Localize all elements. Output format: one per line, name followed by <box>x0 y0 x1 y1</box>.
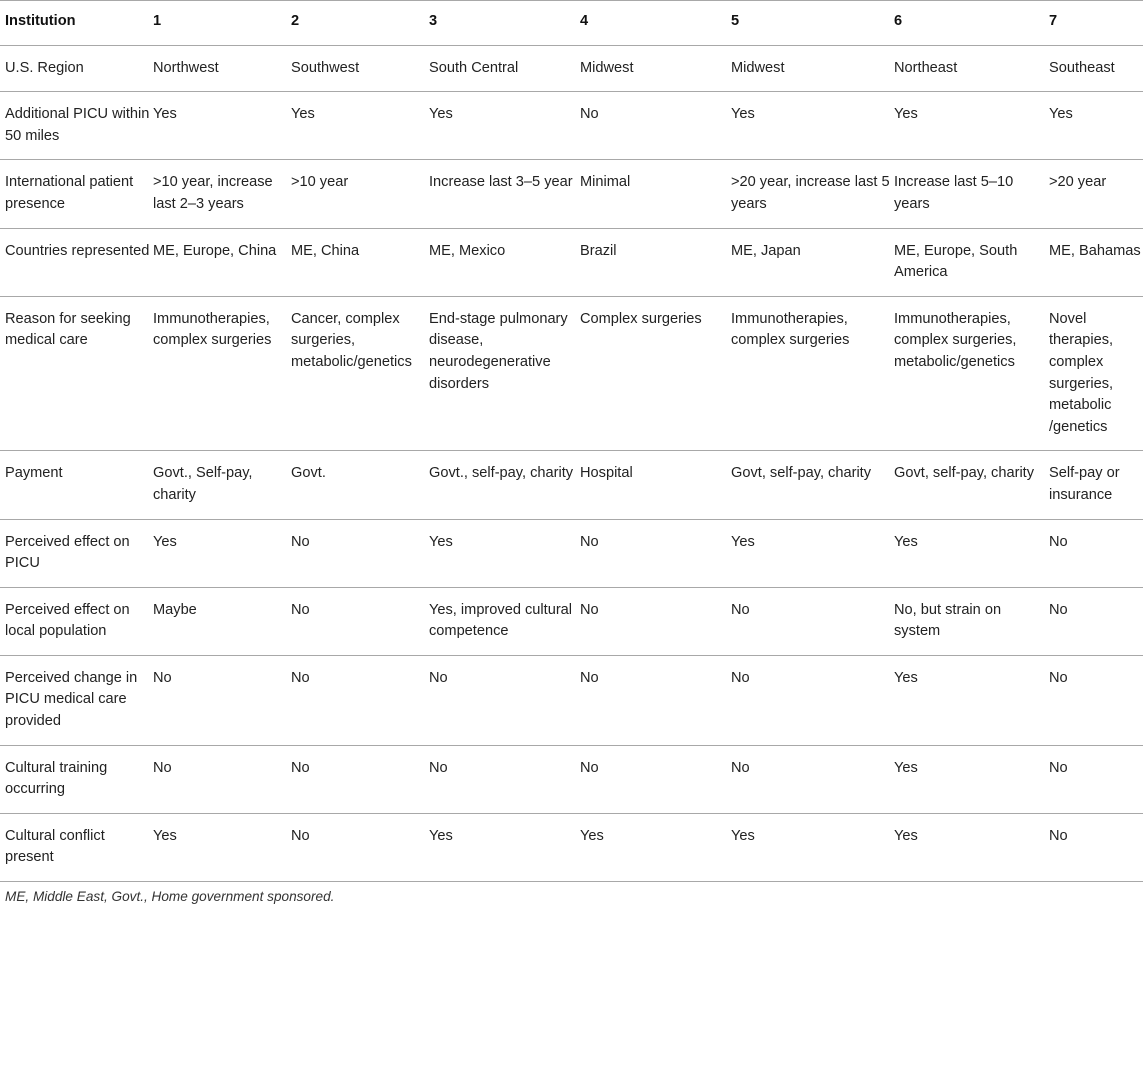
table-cell: Govt, self-pay, charity <box>894 451 1049 519</box>
table-cell: Govt., Self-pay, charity <box>153 451 291 519</box>
table-cell: End-stage pulmonary disease, neurodegenerative disorders <box>429 296 580 451</box>
table-cell: Yes <box>153 519 291 587</box>
table-cell: Govt. <box>291 451 429 519</box>
row-label: U.S. Region <box>0 45 153 92</box>
table-cell: Midwest <box>731 45 894 92</box>
table-cell: >20 year, increase last 5 years <box>731 160 894 228</box>
table-cell: Self-pay or insurance <box>1049 451 1143 519</box>
table-cell: Yes <box>291 92 429 160</box>
table-cell: Yes <box>894 813 1049 881</box>
table-cell: Complex surgeries <box>580 296 731 451</box>
table-cell: Govt., self-pay, charity <box>429 451 580 519</box>
table-cell: No <box>1049 519 1143 587</box>
table-cell: Yes <box>580 813 731 881</box>
table-row <box>0 519 1143 587</box>
table-cell: Immunotherapies, complex surgeries <box>153 296 291 451</box>
header-institution-5: 5 <box>731 1 894 46</box>
table-cell: Northwest <box>153 45 291 92</box>
header-institution-6: 6 <box>894 1 1049 46</box>
table-cell: Yes <box>894 519 1049 587</box>
table-cell: No <box>731 587 894 655</box>
table-row <box>0 92 1143 160</box>
table-cell: >10 year, increase last 2–3 years <box>153 160 291 228</box>
table-cell: ME, Japan <box>731 228 894 296</box>
table-cell: Immunotherapies, complex surgeries, metabolic/genetics <box>894 296 1049 451</box>
row-label: Countries represented <box>0 228 153 296</box>
table-cell: Yes <box>731 519 894 587</box>
table-cell: Brazil <box>580 228 731 296</box>
row-label: Cultural training occurring <box>0 745 153 813</box>
table-row <box>0 45 1143 92</box>
table-cell: Yes <box>1049 92 1143 160</box>
table-cell: No <box>580 587 731 655</box>
table-cell: Minimal <box>580 160 731 228</box>
table-cell: No, but strain on system <box>894 587 1049 655</box>
table-cell: Yes <box>429 813 580 881</box>
table-cell: No <box>429 655 580 745</box>
table-cell: ME, Bahamas <box>1049 228 1143 296</box>
row-label: Additional PICU within 50 miles <box>0 92 153 160</box>
table-cell: Maybe <box>153 587 291 655</box>
row-label: Payment <box>0 451 153 519</box>
table-cell: Yes <box>894 655 1049 745</box>
table-cell: Midwest <box>580 45 731 92</box>
table-cell: ME, Europe, South America <box>894 228 1049 296</box>
table-cell: No <box>580 655 731 745</box>
table-cell: Yes, improved cultural competence <box>429 587 580 655</box>
table-cell: No <box>153 745 291 813</box>
table-cell: Yes <box>731 92 894 160</box>
table-cell: Northeast <box>894 45 1049 92</box>
table-cell: No <box>580 745 731 813</box>
table-row <box>0 655 1143 745</box>
table-row <box>0 228 1143 296</box>
table-header-row <box>0 1 1143 46</box>
table-cell: No <box>291 813 429 881</box>
table-cell: No <box>580 92 731 160</box>
header-institution-3: 3 <box>429 1 580 46</box>
table-cell: Yes <box>429 92 580 160</box>
table-cell: No <box>291 519 429 587</box>
table-row <box>0 296 1143 451</box>
header-institution-7: 7 <box>1049 1 1143 46</box>
table-cell: No <box>429 745 580 813</box>
row-label: Cultural conflict present <box>0 813 153 881</box>
header-institution-4: 4 <box>580 1 731 46</box>
table-cell: No <box>291 655 429 745</box>
header-institution-1: 1 <box>153 1 291 46</box>
table-cell: Yes <box>429 519 580 587</box>
table-cell: ME, Europe, China <box>153 228 291 296</box>
table-cell: No <box>731 655 894 745</box>
table-row <box>0 160 1143 228</box>
table-cell: Yes <box>153 813 291 881</box>
table-cell: No <box>291 587 429 655</box>
table-cell: No <box>1049 587 1143 655</box>
table-footnote: ME, Middle East, Govt., Home government sponsored. <box>5 889 335 905</box>
row-label: International patient presence <box>0 160 153 228</box>
table-cell: No <box>1049 813 1143 881</box>
header-institution-2: 2 <box>291 1 429 46</box>
table-cell: >20 year <box>1049 160 1143 228</box>
table-cell: Yes <box>731 813 894 881</box>
row-label: Perceived change in PICU medical care provided <box>0 655 153 745</box>
table-cell: Hospital <box>580 451 731 519</box>
table-cell: No <box>291 745 429 813</box>
table-cell: ME, Mexico <box>429 228 580 296</box>
table-cell: No <box>731 745 894 813</box>
row-label: Perceived effect on PICU <box>0 519 153 587</box>
table-cell: ME, China <box>291 228 429 296</box>
table-cell: No <box>153 655 291 745</box>
table-cell: Increase last 3–5 year <box>429 160 580 228</box>
header-institution: Institution <box>0 1 153 46</box>
table-cell: No <box>580 519 731 587</box>
table-cell: Yes <box>894 745 1049 813</box>
table-cell: >10 year <box>291 160 429 228</box>
table-cell: South Central <box>429 45 580 92</box>
table-cell: Cancer, complex surgeries, metabolic/genetics <box>291 296 429 451</box>
table-cell: Yes <box>153 92 291 160</box>
row-label: Perceived effect on local population <box>0 587 153 655</box>
table-cell: Novel therapies, complex surgeries, metabolic /genetics <box>1049 296 1143 451</box>
table-cell: Increase last 5–10 years <box>894 160 1049 228</box>
table-row <box>0 745 1143 813</box>
table-cell: Yes <box>894 92 1049 160</box>
table-row <box>0 813 1143 881</box>
table-cell: Govt, self-pay, charity <box>731 451 894 519</box>
row-label: Reason for seeking medical care <box>0 296 153 451</box>
table-row <box>0 451 1143 519</box>
table-cell: No <box>1049 745 1143 813</box>
table-row <box>0 587 1143 655</box>
table-cell: Southwest <box>291 45 429 92</box>
table-cell: Southeast <box>1049 45 1143 92</box>
table-cell: Immunotherapies, complex surgeries <box>731 296 894 451</box>
table-cell: No <box>1049 655 1143 745</box>
